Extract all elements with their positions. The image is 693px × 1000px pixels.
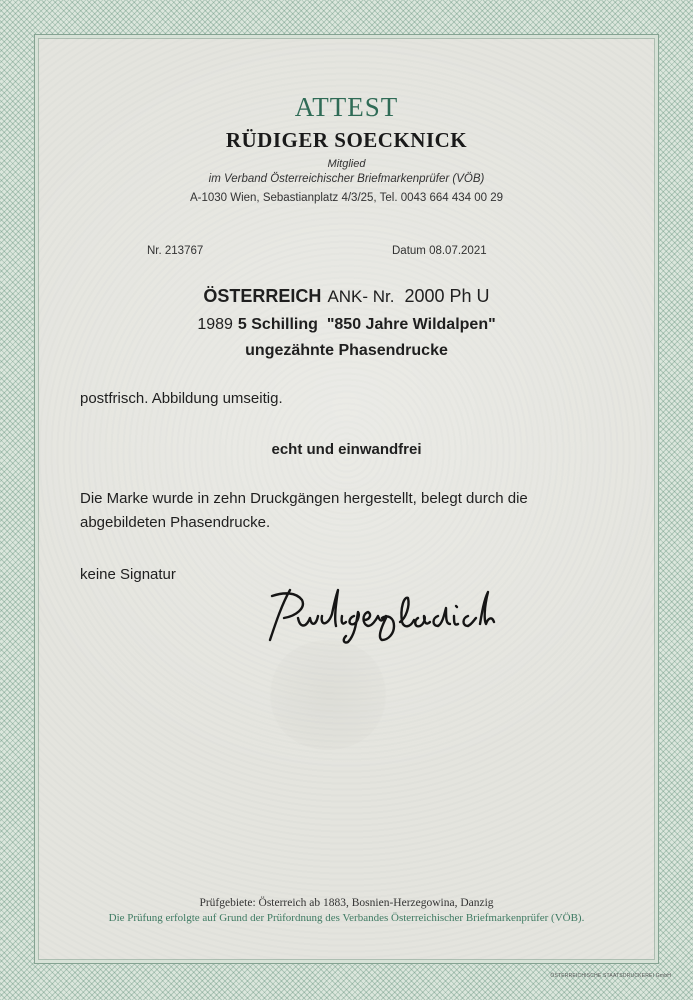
denomination: 5 Schilling bbox=[237, 316, 318, 333]
catalog-line bbox=[0, 286, 693, 307]
membership-label: Mitglied bbox=[327, 158, 366, 170]
expert-name: RÜDIGER SOECKNICK bbox=[225, 128, 468, 152]
country: ÖSTERREICH bbox=[203, 286, 322, 306]
embossed-seal bbox=[268, 640, 388, 750]
certificate-number: Nr. 213767 bbox=[147, 245, 204, 257]
stamp-line bbox=[0, 316, 693, 334]
condition-text: postfrisch. Abbildung umseitig. bbox=[80, 390, 283, 407]
description-line-2: abgebildeten Phasendrucke. bbox=[80, 514, 271, 531]
stamp-title: "850 Jahre Wildalpen" bbox=[326, 316, 496, 333]
description-line-1: Die Marke wurde in zehn Druckgängen hergestellt, belegt durch die bbox=[80, 490, 528, 507]
handwritten-signature bbox=[262, 582, 497, 644]
issue-year: 1989 bbox=[197, 316, 233, 333]
certificate-date: Datum 08.07.2021 bbox=[392, 245, 487, 257]
attest-title: ATTEST bbox=[294, 92, 399, 122]
variant-line: ungezähnte Phasendrucke bbox=[245, 342, 448, 359]
examination-basis: Die Prüfung erfolgte auf Grund der Prüfordnung des Verbandes Österreichischer Briefmarkenprüfer (VÖB). bbox=[108, 912, 585, 924]
printer-imprint: ÖSTERREICHISCHE STAATSDRUCKEREI GmbH bbox=[550, 973, 671, 979]
signature-note: keine Signatur bbox=[80, 566, 176, 583]
examination-areas: Prüfgebiete: Österreich ab 1883, Bosnien-Herzegowina, Danzig bbox=[199, 897, 494, 909]
verdict-text: echt und einwandfrei bbox=[271, 441, 422, 458]
catalog-label: ANK- Nr. bbox=[327, 287, 395, 306]
address-line: A-1030 Wien, Sebastianplatz 4/3/25, Tel. 0043 664 434 00 29 bbox=[189, 192, 504, 204]
catalog-number: 2000 Ph U bbox=[404, 286, 490, 306]
association-line: im Verband Österreichischer Briefmarkenprüfer (VÖB) bbox=[208, 173, 485, 185]
